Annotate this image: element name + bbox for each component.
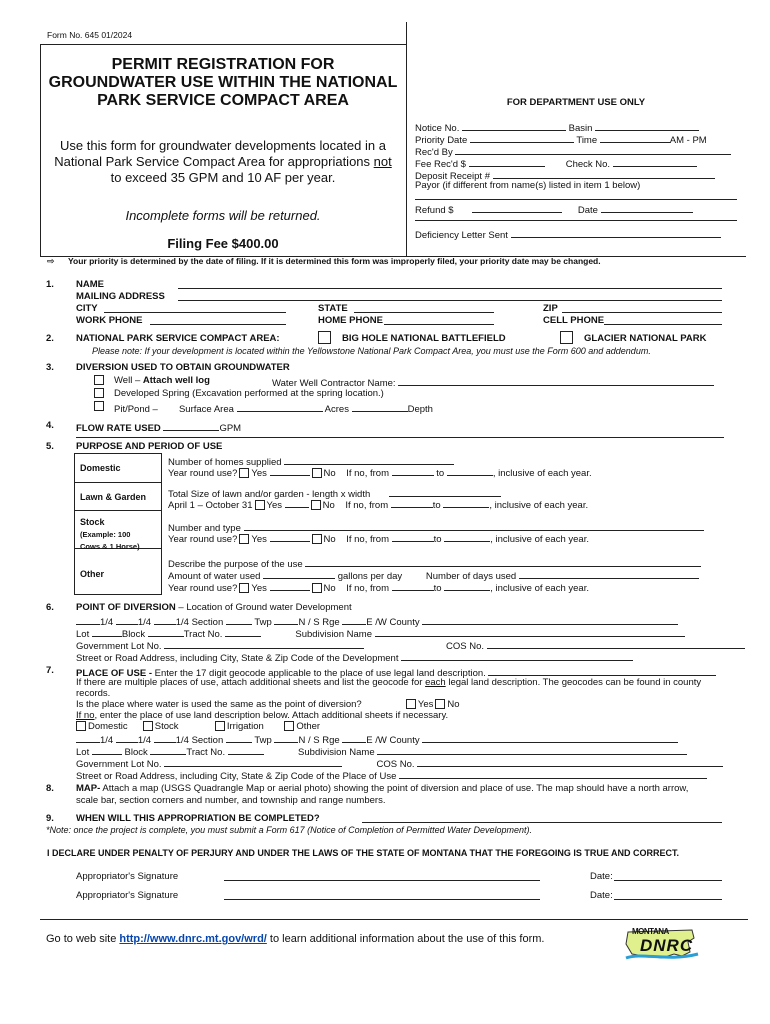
s4-number: 4. [46,420,54,431]
header-rule [40,44,406,45]
stock-no-checkbox[interactable] [312,534,322,544]
pou-records: records. [76,688,111,699]
zip-label: ZIP [543,303,558,314]
form-number: Form No. 645 01/2024 [47,30,133,40]
pit-label: Pit/Pond – Surface Area Acres Depth [114,401,433,416]
s1-number: 1. [46,279,54,290]
city-field[interactable] [104,312,286,313]
purpose-label: PURPOSE AND PERIOD OF USE [76,441,223,452]
header-left-rule [40,44,41,256]
filing-fee: Filing Fee $400.00 [167,236,279,251]
compact-area-label: NATIONAL PARK SERVICE COMPACT AREA: [76,333,280,344]
well-checkbox[interactable] [94,375,104,385]
pod-legal-row: 1/4 1/4 1/4 Section Twp N / S Rge E /W County [76,614,678,629]
signature-label-1: Appropriator's Signature [76,871,179,882]
arrow-icon: ⇨ [47,256,55,266]
pou-domestic-checkbox[interactable] [76,721,86,731]
pou-irrigation-checkbox[interactable] [215,721,225,731]
completion-note: *Note: once the project is complete, you must submit a Form 617 (Notice of Completion of Permitted Water Development). [46,825,533,835]
dept-heading: FOR DEPARTMENT USE ONLY [506,97,646,108]
dnrc-logo [622,926,702,966]
zip-field[interactable] [562,312,722,313]
well-label: Well – Attach well log [114,375,210,386]
lawn-yes-checkbox[interactable] [255,500,265,510]
domestic-yearround: Year round use? Yes No If no, from to , inclusive of each year. [168,465,592,480]
s6-number: 6. [46,602,54,613]
lawn-april-row: April 1 – October 31 Yes No If no, from to , inclusive of each year. [168,497,588,512]
pod-govt-row: Government Lot No. COS No. [76,638,745,653]
domestic-label: Domestic [80,463,121,473]
cell-phone-field[interactable] [604,324,722,325]
work-phone-field[interactable] [150,324,286,325]
stock-yes-checkbox[interactable] [239,534,249,544]
spring-label: Developed Spring (Excavation performed at the spring location.) [114,388,384,399]
stock-example-1: (Example: 100 [80,530,131,539]
other-label: Other [80,569,105,579]
dept-deposit: Deposit Receipt # [415,168,715,183]
footer-text: Go to web site http://www.dnrc.mt.gov/wrd/ to learn additional information about the use of this form. [46,933,545,945]
signature-field-1[interactable] [224,880,540,881]
dept-refund-line [415,220,737,221]
pit-checkbox[interactable] [94,401,104,411]
footer-rule [40,919,748,920]
pou-label: PLACE OF USE - Enter the 17 digit geocode applicable to the place of use legal land description. [76,665,716,680]
map-text-2: scale bar, section corners and number, and township and range numbers. [76,795,386,806]
state-label: STATE [318,303,348,314]
describe-row: Describe the purpose of the use [168,556,701,571]
pou-street-row: Street or Road Address, including City, State & Zip Code of the Place of Use [76,768,707,783]
stock-example-2: Cows & 1 Horse) [80,542,140,551]
signature-field-2[interactable] [224,899,540,900]
pou-govt-row: Government Lot No. COS No. [76,756,723,771]
signature-date-field-1[interactable] [614,880,722,881]
mailing-field[interactable] [178,300,722,301]
domestic-yes-checkbox[interactable] [239,468,249,478]
contractor-label: Water Well Contractor Name: [272,375,714,390]
header-divider [406,22,407,256]
signature-date-label-2: Date: [590,890,613,901]
s7-number: 7. [46,665,54,676]
lawn-label: Lawn & Garden [80,492,147,502]
stock-number-row: Number and type [168,520,704,535]
logo-dnrc-text: DNRC [640,936,694,955]
pou-stock-checkbox[interactable] [143,721,153,731]
lawn-no-checkbox[interactable] [311,500,321,510]
flow-rate-label: FLOW RATE USED GPM [76,420,241,435]
name-label: NAME [76,279,104,290]
pou-no-checkbox[interactable] [435,699,445,709]
priority-note: Your priority is determined by the date of filing. If it is determined this form was improperly filed, your priority date may be changed. [68,256,601,266]
diversion-label: DIVERSION USED TO OBTAIN GROUNDWATER [76,362,290,373]
incomplete-note: Incomplete forms will be returned. [125,208,321,223]
name-field[interactable] [178,288,722,289]
completion-field[interactable] [362,822,722,823]
s9-number: 9. [46,813,54,824]
big-hole-label: BIG HOLE NATIONAL BATTLEFIELD [342,333,506,344]
amount-row: Amount of water used gallons per day Number of days used [168,568,699,583]
home-phone-field[interactable] [384,324,494,325]
yellowstone-note: Please note: If your development is located within the Yellowstone National Park Compact Area, you must use the Form 600 and addendum. [92,346,651,356]
pou-multiple: If there are multiple places of use, attach additional sheets and list the geocode for each legal land description. The geocodes can be found in county [76,677,702,688]
stock-label: Stock [80,517,105,527]
s2-number: 2. [46,333,54,344]
glacier-checkbox[interactable] [560,331,573,344]
pou-purpose-row: Domestic Stock Irrigation Other [74,721,320,733]
declaration: I DECLARE UNDER PENALTY OF PERJURY AND UNDER THE LAWS OF THE STATE OF MONTANA THAT THE FOREGOING IS TRUE AND CORRECT. [47,848,680,858]
logo-montana-text: MONTANA [632,927,669,936]
pod-label: POINT OF DIVERSION – Location of Ground water Development [76,602,352,613]
work-phone-label: WORK PHONE [76,315,143,326]
signature-date-field-2[interactable] [614,899,722,900]
page-title: PERMIT REGISTRATION FOR GROUNDWATER USE WITHIN THE NATIONAL PARK SERVICE COMPACT AREA [48,56,398,109]
glacier-label: GLACIER NATIONAL PARK [584,333,707,344]
pou-same-row: Is the place where water is used the same as the point of diversion? Yes No [76,699,460,710]
flow-rate-rule [76,437,724,438]
spring-checkbox[interactable] [94,388,104,398]
completion-label: WHEN WILL THIS APPROPRIATION BE COMPLETED? [76,813,320,824]
signature-label-2: Appropriator's Signature [76,890,179,901]
other-no-checkbox[interactable] [312,583,322,593]
stock-yearround: Year round use? Yes No If no, from to , inclusive of each year. [168,531,589,546]
state-field[interactable] [354,312,494,313]
domestic-no-checkbox[interactable] [312,468,322,478]
home-phone-label: HOME PHONE [318,315,383,326]
s5-number: 5. [46,441,54,452]
other-yes-checkbox[interactable] [239,583,249,593]
mailing-label: MAILING ADDRESS [76,291,165,302]
dept-payor: Payor (if different from name(s) listed in item 1 below) [415,180,641,191]
dept-refund: Refund $ Date [415,202,693,217]
pod-street-row: Street or Road Address, including City, State & Zip Code of the Development [76,650,633,665]
dept-deficiency: Deficiency Letter Sent [415,227,721,242]
pou-legal-row: 1/4 1/4 1/4 Section Twp N / S Rge E /W County [76,732,678,747]
intro-text: Use this form for groundwater developments located in a National Park Service Compact Area for appropriations not to exceed 35 GPM and 10 AF per year. [54,138,392,185]
dept-payor-line [415,199,737,200]
map-text: MAP- Attach a map (USGS Quadrangle Map or aerial photo) showing the point of diversion and place of use. The map should have a north arrow, [76,783,689,794]
signature-date-label-1: Date: [590,871,613,882]
dnrc-website-link[interactable]: http://www.dnrc.mt.gov/wrd/ [119,933,267,945]
pou-yes-checkbox[interactable] [406,699,416,709]
other-yearround: Year round use? Yes No If no, from to , inclusive of each year. [168,580,589,595]
s3-number: 3. [46,362,54,373]
homes-row: Number of homes supplied [168,454,454,469]
s8-number: 8. [46,783,54,794]
pod-lot-row: Lot Block Tract No. Subdivision Name [76,626,685,641]
pou-ifno-row: If no, enter the place of use land description below. Attach additional sheets if necessary. [76,710,449,721]
lawn-area-row: Total Size of lawn and/or garden - length x width [168,486,501,501]
dept-fee: Fee Rec'd $ Check No. [415,156,697,171]
big-hole-checkbox[interactable] [318,331,331,344]
pou-other-checkbox[interactable] [284,721,294,731]
dept-notice: Notice No. Basin [415,120,699,135]
pou-lot-row: Lot Block Tract No. Subdivision Name [76,744,687,759]
city-label: CITY [76,303,98,314]
cell-phone-label: CELL PHONE [543,315,605,326]
dept-recd-by: Rec'd By [415,144,731,159]
dept-priority: Priority Date Time AM - PM [415,132,707,147]
